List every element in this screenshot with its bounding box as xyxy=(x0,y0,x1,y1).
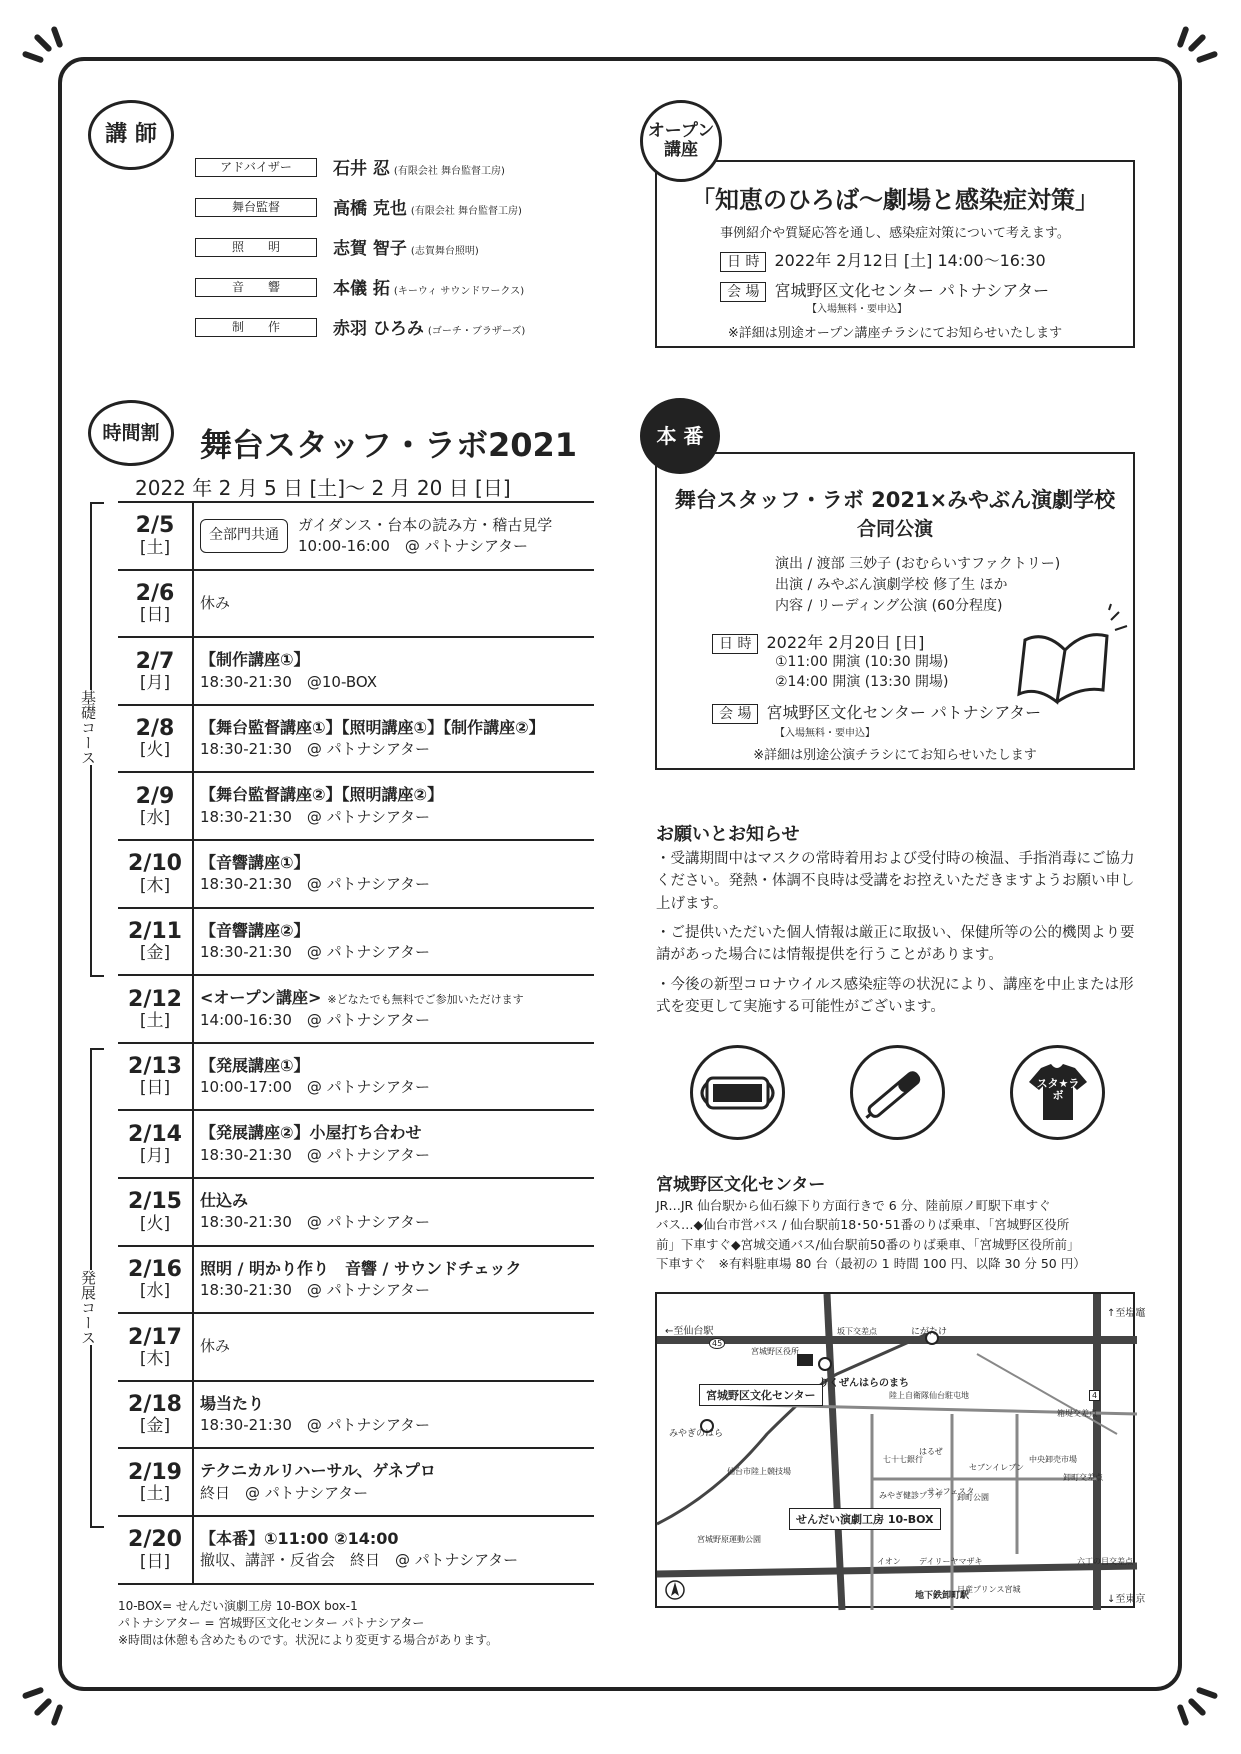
schedule-day: 2/11 xyxy=(128,918,182,944)
schedule-time: 終日 @ パトナシアター xyxy=(200,1483,369,1502)
schedule-content xyxy=(200,773,443,839)
showtime: ①11:00 開演 (10:30 開場) xyxy=(775,654,949,670)
schedule-day: 2/18 xyxy=(128,1392,182,1418)
open-lecture-date: 2022年 2月12日 [土] 14:00～16:30 xyxy=(774,251,1046,270)
schedule-title-row xyxy=(200,1258,522,1280)
schedule-weekday: [木] xyxy=(139,1348,171,1369)
performance-free: 【入場無料・要申込】 xyxy=(775,728,875,739)
schedule-time: 18:30-21:30 @ パトナシアター xyxy=(200,807,430,826)
schedule-date xyxy=(118,976,194,1042)
schedule-day: 2/10 xyxy=(128,851,182,877)
schedule-title: 照明 / 明かり作り 音響 / サウンドチェック xyxy=(200,1258,522,1278)
map-route45: 45 xyxy=(709,1338,725,1349)
map-label: セブンイレブン xyxy=(969,1463,1024,1472)
schedule-weekday: [土] xyxy=(139,1483,171,1504)
schedule-title-row xyxy=(200,717,545,739)
lecturer-name-row xyxy=(333,314,525,339)
schedule-title: 【音響講座②】 xyxy=(200,920,310,940)
schedule-day: 2/14 xyxy=(128,1121,182,1147)
schedule-date xyxy=(118,1111,194,1177)
schedule-weekday: [金] xyxy=(139,943,171,964)
schedule-date xyxy=(118,1044,194,1110)
lecturer-name-row xyxy=(333,234,479,259)
schedule-date xyxy=(118,638,194,704)
schedule-title-row xyxy=(200,852,430,874)
schedule-time: 休み xyxy=(200,593,231,612)
schedule-row xyxy=(118,773,594,841)
lecturer-name: 赤羽 ひろみ xyxy=(333,319,424,339)
schedule-content xyxy=(200,841,430,907)
schedule-title-row xyxy=(200,784,443,806)
schedule-content xyxy=(200,1179,430,1245)
performance-date-row xyxy=(712,630,924,654)
notice-title: お願いとお知らせ xyxy=(656,824,800,845)
schedule-time: 18:30-21:30 @10-BOX xyxy=(200,672,377,691)
development-course-label: 発展コース xyxy=(76,1270,98,1345)
schedule-weekday: [日] xyxy=(139,605,171,626)
schedule-time: 18:30-21:30 @ パトナシアター xyxy=(200,740,430,759)
performance-title: 舞台スタッフ・ラボ 2021×みやぶん演劇学校 xyxy=(674,488,1116,512)
schedule-content xyxy=(200,1517,518,1583)
schedule-period: 2022 年 2 月 5 日 [土]～ 2 月 20 日 [日] xyxy=(135,476,511,500)
corner-tick xyxy=(50,26,63,49)
footnotes xyxy=(118,1598,498,1648)
schedule-row xyxy=(118,1179,594,1247)
corner-tick xyxy=(33,1697,53,1717)
schedule-title: 【舞台監督講座①】【照明講座①】【制作講座②】 xyxy=(200,717,545,737)
corner-tick xyxy=(1187,33,1207,53)
open-lecture-date-row xyxy=(720,248,1046,272)
corner-tick xyxy=(1176,1704,1189,1727)
map-label: はるぜ xyxy=(919,1447,943,1456)
credit-line: 演出 / 渡部 三妙子 (おむらいすファクトリー) xyxy=(775,556,1061,572)
schedule-content xyxy=(200,976,524,1042)
access-line: バス…◆仙台市営バス / 仙台駅前18･50･51番のりば乗車、「宮城野区役所 xyxy=(656,1217,1070,1233)
map-oroshimachi-station: 地下鉄卸町駅 xyxy=(915,1591,970,1601)
open-book-icon xyxy=(1015,610,1135,710)
basic-course-label: 基礎コース xyxy=(76,690,98,765)
performance-date: 2022年 2月20日 [日] xyxy=(766,633,925,652)
schedule-date xyxy=(118,1382,194,1448)
schedule-time: 10:00-16:00 @ パトナシアター xyxy=(298,536,528,555)
schedule-content xyxy=(200,638,377,704)
venue-tag: 会 場 xyxy=(712,704,758,724)
schedule-date xyxy=(118,1314,194,1380)
performance-venue: 宮城野区文化センター パトナシアター xyxy=(766,703,1042,722)
lecturer-role: 照 明 xyxy=(195,238,317,257)
schedule-time: 18:30-21:30 @ パトナシアター xyxy=(200,1145,430,1164)
map-nigagatake-station: にがたけ xyxy=(911,1327,948,1337)
map-label: 坂下交差点 xyxy=(837,1327,877,1336)
map-label: 日産プリンス宮城 xyxy=(957,1585,1021,1594)
schedule-weekday: [火] xyxy=(139,740,171,761)
map-culture-center-label: 宮城野区文化センター xyxy=(699,1384,823,1406)
map-label: 仙台市陸上競技場 xyxy=(727,1467,791,1476)
schedule-time: 18:30-21:30 @ パトナシアター xyxy=(200,1416,430,1435)
access-title: 宮城野区文化センター xyxy=(656,1175,826,1195)
corner-tick xyxy=(22,50,45,63)
map-label: 卸町公園 xyxy=(957,1493,989,1502)
schedule-weekday: [月] xyxy=(139,672,171,693)
schedule-row xyxy=(118,976,594,1044)
schedule-day: 2/20 xyxy=(128,1527,182,1553)
lecturer-role: 音 響 xyxy=(195,278,317,297)
schedule-content xyxy=(200,1111,430,1177)
schedule-time: 18:30-21:30 @ パトナシアター xyxy=(200,1281,430,1300)
performance-subtitle: 合同公演 xyxy=(856,518,933,540)
map-to-sendai: ←至仙台駅 xyxy=(665,1326,714,1337)
schedule-day: 2/13 xyxy=(128,1054,182,1080)
schedule-date xyxy=(118,1449,194,1515)
schedule-date xyxy=(118,773,194,839)
schedule-date xyxy=(118,1517,194,1583)
schedule-time: 18:30-21:30 @ パトナシアター xyxy=(200,943,430,962)
lecturer-org: (キーウィ サウンドワークス) xyxy=(393,286,525,297)
performance-note: ※詳細は別途公演チラシにてお知らせいたします xyxy=(753,748,1037,763)
mask-icon xyxy=(690,1045,785,1140)
schedule-time: 14:00-16:30 @ パトナシアター xyxy=(200,1010,430,1029)
map-to-tokyo: ↓至東京 xyxy=(1107,1594,1146,1605)
access-line: 下車すぐ ※有料駐車場 80 台（最初の 1 時間 100 円、以降 30 分 50 円） xyxy=(656,1256,1086,1272)
lecturer-name: 石井 忍 xyxy=(333,159,390,179)
map-to-shiogama: ↑至塩竈 xyxy=(1107,1308,1146,1319)
thermometer-icon xyxy=(850,1045,945,1140)
open-lecture-free: 【入場無料・要申込】 xyxy=(807,304,907,315)
map-label: 卸町交差点 xyxy=(1063,1473,1103,1482)
schedule-time: 18:30-21:30 @ パトナシアター xyxy=(200,1213,430,1232)
schedule-day: 2/17 xyxy=(128,1324,182,1350)
schedule-day: 2/7 xyxy=(135,648,175,674)
open-lecture-venue: 宮城野区文化センター パトナシアター xyxy=(774,281,1050,300)
schedule-row xyxy=(118,503,594,571)
schedule-row xyxy=(118,638,594,706)
schedule-day: 2/15 xyxy=(128,1189,182,1215)
schedule-time: 休み xyxy=(200,1337,231,1356)
access-line: 前」下車すぐ◆宮城交通バス/仙台駅前50番のりば乗車、「宮城野区役所前」 xyxy=(656,1236,1080,1252)
schedule-content xyxy=(200,1247,522,1313)
schedule-date xyxy=(118,909,194,975)
open-lecture-title: 「知恵のひろば～劇場と感染症対策」 xyxy=(691,186,1099,214)
schedule-date xyxy=(118,1179,194,1245)
schedule-title-row xyxy=(200,1393,430,1415)
map-label: 六丁の目交差点 xyxy=(1077,1557,1133,1566)
lecturer-role: 舞台監督 xyxy=(195,198,317,217)
map-label: 七十七銀行 xyxy=(883,1455,923,1464)
performance-venue-row xyxy=(712,700,1041,724)
open-lecture-venue-row xyxy=(720,278,1049,302)
schedule-date xyxy=(118,706,194,772)
all-departments-chip: 全部門共通 xyxy=(200,519,288,553)
open-lecture-badge: オープン講座 xyxy=(640,100,722,182)
schedule-row xyxy=(118,706,594,774)
schedule-weekday: [金] xyxy=(139,1416,171,1437)
corner-tick xyxy=(22,1686,45,1699)
lecturer-org: (有限会社 舞台監督工房) xyxy=(410,206,522,217)
date-tag: 日 時 xyxy=(712,634,758,654)
access-line: JR…JR 仙台駅から仙石線下り方面行きで 6 分、陸前原ノ町駅下車すぐ xyxy=(656,1198,1051,1213)
corner-tick xyxy=(33,33,53,53)
showtime: ②14:00 開演 (13:30 開場) xyxy=(775,674,949,691)
schedule-title: ガイダンス・台本の読み方・稽古見学 xyxy=(298,515,553,534)
schedule-title: 【発展講座①】 xyxy=(200,1055,310,1075)
map-label: 宮城野区役所 xyxy=(751,1347,799,1356)
open-lecture-desc: 事例紹介や質疑応答を通し、感染症対策について考えます。 xyxy=(720,226,1070,241)
schedule-weekday: [水] xyxy=(139,1281,171,1302)
schedule-content xyxy=(200,1314,230,1380)
schedule-content xyxy=(200,1449,436,1515)
schedule-weekday: [火] xyxy=(139,1213,171,1234)
schedule-row xyxy=(118,1111,594,1179)
schedule-title-row xyxy=(200,987,524,1009)
venue-tag: 会 場 xyxy=(720,282,766,302)
lecturer-name: 志賀 智子 xyxy=(333,239,407,259)
schedule-content xyxy=(200,503,552,569)
map-label: デイリーヤマザキ xyxy=(919,1557,983,1566)
lecturer-name-row xyxy=(333,194,522,219)
schedule-title: 【制作講座①】 xyxy=(200,650,310,670)
corner-tick xyxy=(1176,26,1189,49)
schedule-weekday: [日] xyxy=(139,1551,171,1572)
map-label: 宮城野原運動公園 xyxy=(697,1535,761,1544)
lecturer-name: 本儀 拓 xyxy=(333,279,390,299)
corner-tick xyxy=(1187,1697,1207,1717)
schedule-title-row xyxy=(200,1122,430,1144)
schedule-content xyxy=(200,1382,430,1448)
access-map xyxy=(655,1292,1146,1608)
schedule-title: 仕込み xyxy=(200,1191,249,1211)
schedule-content xyxy=(200,909,430,975)
map-label: サンフェスタ xyxy=(927,1487,975,1496)
schedule-title-row xyxy=(200,649,377,671)
schedule-title: 【発展講座②】小屋打ち合わせ xyxy=(200,1123,422,1143)
footnote: パトナシアター = 宮城野区文化センター パトナシアター xyxy=(118,1615,425,1630)
performance-badge: 本 番 xyxy=(640,398,720,474)
schedule-weekday: [日] xyxy=(139,1078,171,1099)
schedule-content xyxy=(200,706,545,772)
map-label: みやぎ健診プラザ xyxy=(879,1491,943,1500)
schedule-day: 2/8 xyxy=(135,716,175,742)
schedule-badge: 時間割 xyxy=(88,400,174,466)
schedule-time: 10:00-17:00 @ パトナシアター xyxy=(200,1078,430,1097)
schedule-row xyxy=(118,841,594,909)
footnote: 10-BOX= せんだい演劇工房 10-BOX box-1 xyxy=(118,1599,358,1613)
schedule-weekday: [土] xyxy=(139,1010,171,1031)
schedule-title-row xyxy=(200,1055,430,1077)
corner-tick xyxy=(1196,1686,1219,1699)
schedule-row xyxy=(118,1449,594,1517)
schedule-content xyxy=(200,1044,430,1110)
schedule-content xyxy=(200,571,230,637)
schedule-text xyxy=(298,515,552,557)
schedule-date xyxy=(118,503,194,569)
schedule-row xyxy=(118,571,594,639)
schedule-row xyxy=(118,1314,594,1382)
lecturer-org: (志賀舞台照明) xyxy=(410,246,479,257)
performance-credits xyxy=(775,554,1060,617)
schedule-day: 2/16 xyxy=(128,1256,182,1282)
lecturers-badge: 講 師 xyxy=(88,100,174,170)
schedule-row xyxy=(118,1517,594,1585)
schedule-title-note: ※どなたでも無料でご参加いただけます xyxy=(327,993,524,1007)
lecturer-role: アドバイザー xyxy=(195,158,317,177)
schedule-title: 【舞台監督講座②】【照明講座②】 xyxy=(200,785,444,805)
schedule-row xyxy=(118,1044,594,1112)
schedule-weekday: [木] xyxy=(139,875,171,896)
lecturer-org: (ゴーチ・ブラザーズ) xyxy=(427,326,526,337)
lecturer-org: (有限会社 舞台監督工房) xyxy=(393,166,505,177)
schedule-weekday: [土] xyxy=(139,537,171,558)
schedule-day: 2/9 xyxy=(135,783,175,809)
open-lecture-note: ※詳細は別途オープン講座チラシにてお知らせいたします xyxy=(727,326,1063,341)
credit-line: 出演 / みやぶん演劇学校 修了生 ほか xyxy=(775,577,1008,593)
schedule-title: テクニカルリハーサル、ゲネプロ xyxy=(200,1461,436,1481)
map-route4: 4 xyxy=(1089,1390,1100,1401)
tshirt-text: スタ★ラボ xyxy=(1036,1077,1080,1103)
schedule-day: 2/5 xyxy=(135,513,175,539)
notice-item: ・ご提供いただいた個人情報は厳正に取扱い、保健所等の公的機関より要請があった場合には情報提供を行うことがあります。 xyxy=(656,925,1135,964)
schedule-title-row xyxy=(200,1528,518,1550)
corner-tick xyxy=(1196,50,1219,63)
schedule-day: 2/6 xyxy=(135,580,175,606)
date-tag: 日 時 xyxy=(720,252,766,272)
schedule-date xyxy=(118,571,194,637)
schedule-time: 18:30-21:30 @ パトナシアター xyxy=(200,875,430,894)
schedule-title-row xyxy=(200,1190,430,1212)
map-haranomachi-station: りくぜんはらのまち xyxy=(819,1378,909,1389)
schedule-title: 場当たり xyxy=(200,1393,265,1413)
lecturer-role: 制 作 xyxy=(195,318,317,337)
schedule-title: <オープン講座> xyxy=(200,988,322,1008)
map-miyaginohara-station: みやぎのはら xyxy=(669,1429,724,1439)
schedule-row xyxy=(118,1247,594,1315)
performance-showtimes xyxy=(775,652,949,693)
credit-line: 内容 / リーディング公演 (60分程度) xyxy=(775,598,1003,614)
schedule-title: 舞台スタッフ・ラボ2021 xyxy=(200,426,578,464)
schedule-weekday: [水] xyxy=(139,807,171,828)
schedule-weekday: [月] xyxy=(139,1145,171,1166)
schedule-row xyxy=(118,1382,594,1450)
schedule-date xyxy=(118,841,194,907)
notice-item: ・今後の新型コロナウイルス感染症等の状況により、講座を中止または形式を変更して実施する可能性がございます。 xyxy=(656,977,1134,1016)
schedule-title: 【本番】①11:00 ②14:00 xyxy=(200,1529,399,1549)
lecturer-name: 高橋 克也 xyxy=(333,199,407,219)
schedule-day: 2/19 xyxy=(128,1459,182,1485)
footnote: ※時間は休憩も含めたものです。状況により変更する場合があります。 xyxy=(118,1632,499,1647)
schedule-time: 撤収、講評・反省会 終日 @ パトナシアター xyxy=(200,1551,519,1570)
access-directions xyxy=(656,1196,1086,1274)
lecturer-name-row xyxy=(333,274,524,299)
schedule-day: 2/12 xyxy=(128,986,182,1012)
map-10box-label: せんだい演劇工房 10-BOX xyxy=(789,1508,941,1530)
lecturer-name-row xyxy=(333,154,505,179)
tshirt-icon xyxy=(1010,1045,1105,1140)
notice-item: ・受講期間中はマスクの常時着用および受付時の検温、手指消毒にご協力ください。発熱・体調不良時は受講をお控えいただきますようお願い申し上げます。 xyxy=(656,851,1135,912)
map-label: 陸上自衛隊仙台駐屯地 xyxy=(889,1391,969,1400)
map-label: 箱堤交差点 xyxy=(1057,1409,1097,1418)
corner-tick xyxy=(50,1704,63,1727)
schedule-title: 【音響講座①】 xyxy=(200,853,310,873)
map-label: イオン xyxy=(877,1557,901,1566)
schedule-date xyxy=(118,1247,194,1313)
schedule-title-row xyxy=(200,1460,436,1482)
map-label: 中央卸売市場 xyxy=(1029,1455,1077,1464)
schedule-title-row xyxy=(200,920,430,942)
schedule-row xyxy=(118,909,594,977)
